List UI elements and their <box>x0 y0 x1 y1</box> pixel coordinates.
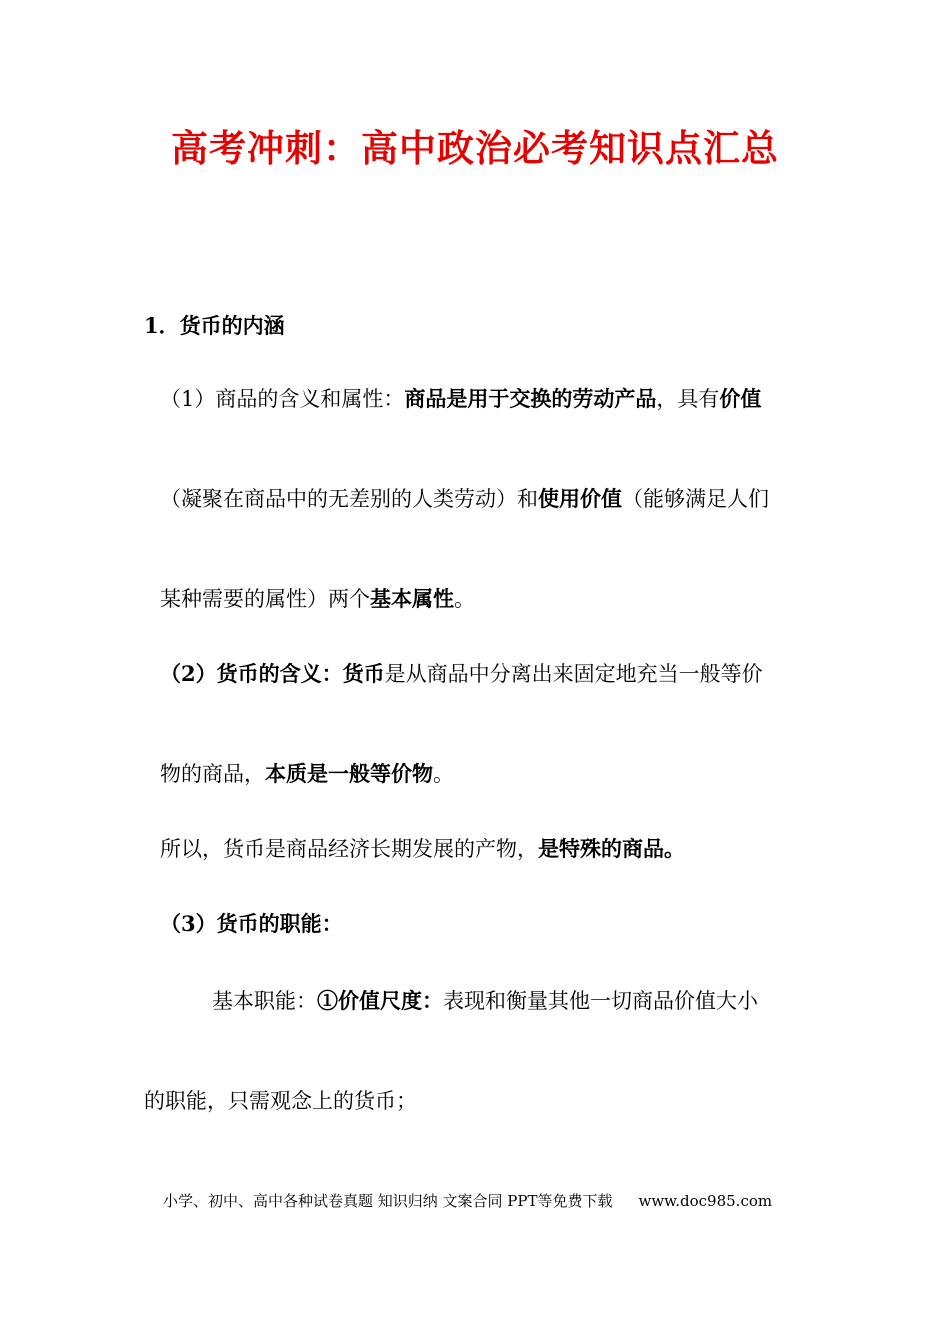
text-run: 。 <box>433 762 454 786</box>
text-run: 某种需要的属性）两个 <box>160 587 370 611</box>
bold-text-run: 基本属性 <box>370 586 454 611</box>
bold-text-run: 本质是一般等价物 <box>265 761 433 786</box>
paragraph-line <box>160 659 763 689</box>
text-run: 表现和衡量其他一切商品价值大小 <box>443 989 758 1013</box>
paragraph-line <box>160 759 454 789</box>
section-heading: 1．货币的内涵 <box>144 313 285 338</box>
text-run: （1）商品的含义和属性： <box>160 387 405 411</box>
text-run: 。 <box>454 587 475 611</box>
paragraph-line: 的职能，只需观念上的货币； <box>144 1089 417 1113</box>
footer-url: www.doc985.com <box>638 1192 773 1210</box>
bold-text-run: 商品是用于交换的劳动产品 <box>404 386 657 411</box>
paragraph-line <box>212 986 758 1016</box>
text-run: 物的商品， <box>160 762 265 786</box>
bold-text-run: 使用价值 <box>538 486 622 511</box>
text-run: 所以，货币是商品经济长期发展的产物， <box>160 837 538 861</box>
page-footer <box>163 1190 772 1212</box>
bold-text-run: 价值 <box>719 386 762 411</box>
text-run: 基本职能： <box>212 989 317 1013</box>
text-run: （凝聚在商品中的无差别的人类劳动）和 <box>160 487 538 511</box>
document-title: 高考冲刺：高中政治必考知识点汇总 <box>171 126 779 170</box>
footer-text: 小学、初中、高中各种试卷真题 知识归纳 文案合同 PPT等免费下载 <box>163 1192 613 1210</box>
text-run: ，具有 <box>656 387 720 411</box>
bold-text-run: ①价值尺度： <box>317 988 443 1013</box>
text-run: （能够满足人们 <box>622 487 769 511</box>
paragraph-line <box>160 384 761 414</box>
paragraph-line <box>160 834 685 864</box>
subsection-heading: （3）货币的职能： <box>160 911 343 936</box>
text-run: 是从商品中分离出来固定地充当一般等价 <box>384 662 763 686</box>
bold-text-run: 是特殊的商品。 <box>538 836 685 861</box>
bold-text-run: 货币 <box>342 661 385 686</box>
paragraph-line <box>160 584 475 614</box>
bold-text-run: （2）货币的含义： <box>160 661 343 686</box>
paragraph-line <box>160 484 769 514</box>
